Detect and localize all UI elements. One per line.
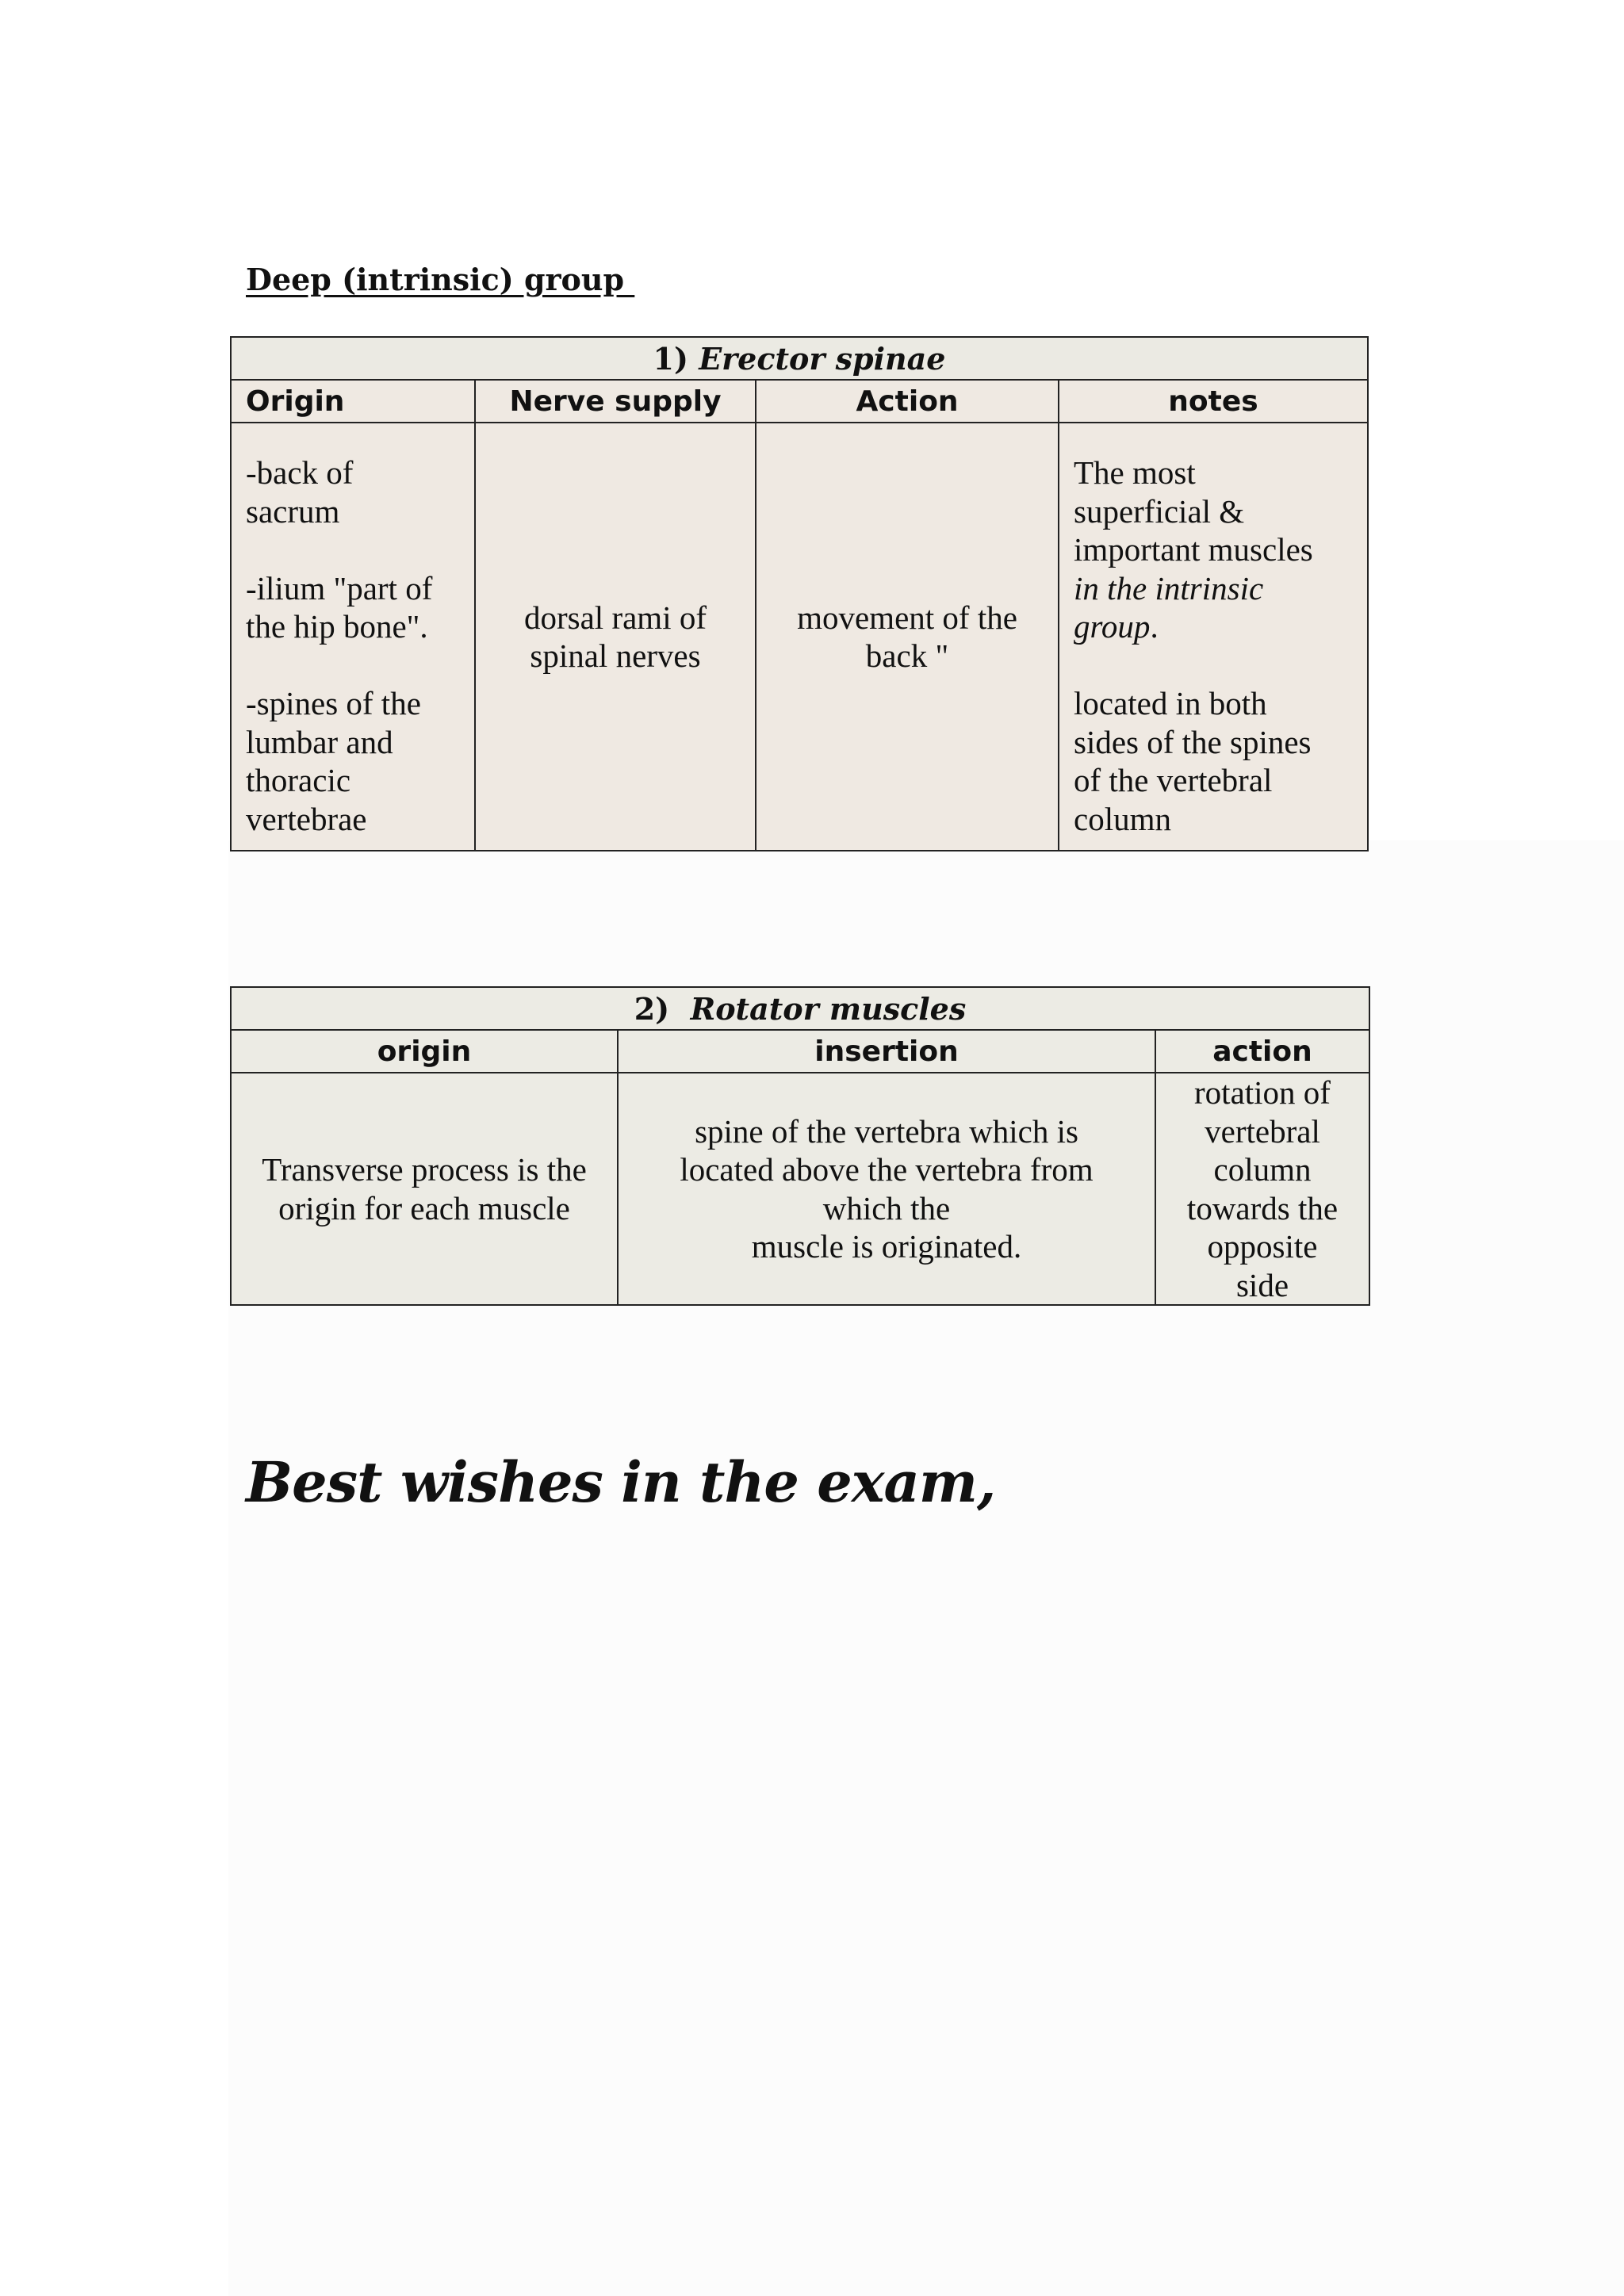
text-line — [1074, 607, 1367, 646]
text-line: spinal nerves — [530, 637, 701, 674]
text-line: rotation of — [1194, 1074, 1331, 1111]
text-line: movement of the — [797, 599, 1017, 636]
header-action: action — [1155, 1030, 1369, 1073]
title-number: 1) — [653, 340, 688, 377]
text-line: the hip bone". — [246, 608, 428, 645]
text-line: vertebrae — [246, 800, 367, 837]
text-line: dorsal rami of — [524, 599, 707, 636]
header-action: Action — [756, 380, 1059, 423]
text-line: sides of the spines — [1074, 723, 1312, 760]
title-number: 2) — [634, 990, 670, 1027]
table-title — [231, 337, 1368, 380]
text-line: -spines of the — [246, 685, 421, 721]
action-cell — [756, 423, 1059, 851]
title-name: Erector spinae — [699, 340, 946, 377]
nerve-supply-cell — [475, 423, 756, 851]
text-line: The most — [1074, 454, 1196, 491]
header-origin: Origin — [231, 380, 475, 423]
section-heading: Deep (intrinsic) group — [246, 262, 635, 297]
punctuation: . — [1150, 608, 1159, 645]
text-line: important muscles — [1074, 531, 1313, 568]
text-line: sacrum — [246, 492, 340, 530]
header-insertion: insertion — [618, 1030, 1155, 1073]
text-line: opposite — [1207, 1228, 1318, 1265]
erector-spinae-table — [230, 336, 1369, 851]
action-cell — [1155, 1073, 1369, 1305]
text-line: located above the vertebra from — [680, 1151, 1094, 1188]
header-nerve-supply: Nerve supply — [475, 380, 756, 423]
table-title — [231, 987, 1369, 1030]
header-origin: origin — [231, 1030, 618, 1073]
text-line: back " — [865, 637, 949, 674]
text-line: -ilium "part of — [246, 569, 433, 607]
text-line: thoracic — [246, 762, 351, 798]
text-line: located in both — [1074, 685, 1267, 721]
text-line: which the — [822, 1189, 951, 1226]
text-line: column — [1074, 800, 1171, 837]
closing-message: Best wishes in the exam, — [246, 1449, 996, 1515]
text-line: origin for each muscle — [278, 1189, 570, 1226]
text-line: superficial & — [1074, 492, 1245, 530]
text-line: vertebral — [1205, 1112, 1320, 1150]
rotator-muscles-table — [230, 986, 1370, 1306]
insertion-cell — [618, 1073, 1155, 1305]
origin-cell — [231, 1073, 618, 1305]
text-line: Transverse process is the — [262, 1151, 587, 1188]
text-line: in the intrinsic — [1074, 569, 1264, 607]
text-line: towards the — [1186, 1189, 1339, 1226]
notes-cell — [1059, 423, 1368, 851]
text-line: column — [1213, 1151, 1312, 1188]
text-line: muscle is originated. — [751, 1228, 1022, 1265]
title-name: Rotator muscles — [690, 990, 967, 1027]
text-line: lumbar and — [246, 723, 393, 760]
italic-text: group — [1074, 608, 1151, 645]
origin-cell — [231, 423, 475, 851]
header-notes: notes — [1059, 380, 1368, 423]
text-line: -back of — [246, 454, 354, 491]
text-line: of the vertebral — [1074, 762, 1273, 798]
text-line: side — [1235, 1266, 1289, 1303]
text-line: spine of the vertebra which is — [695, 1112, 1078, 1150]
